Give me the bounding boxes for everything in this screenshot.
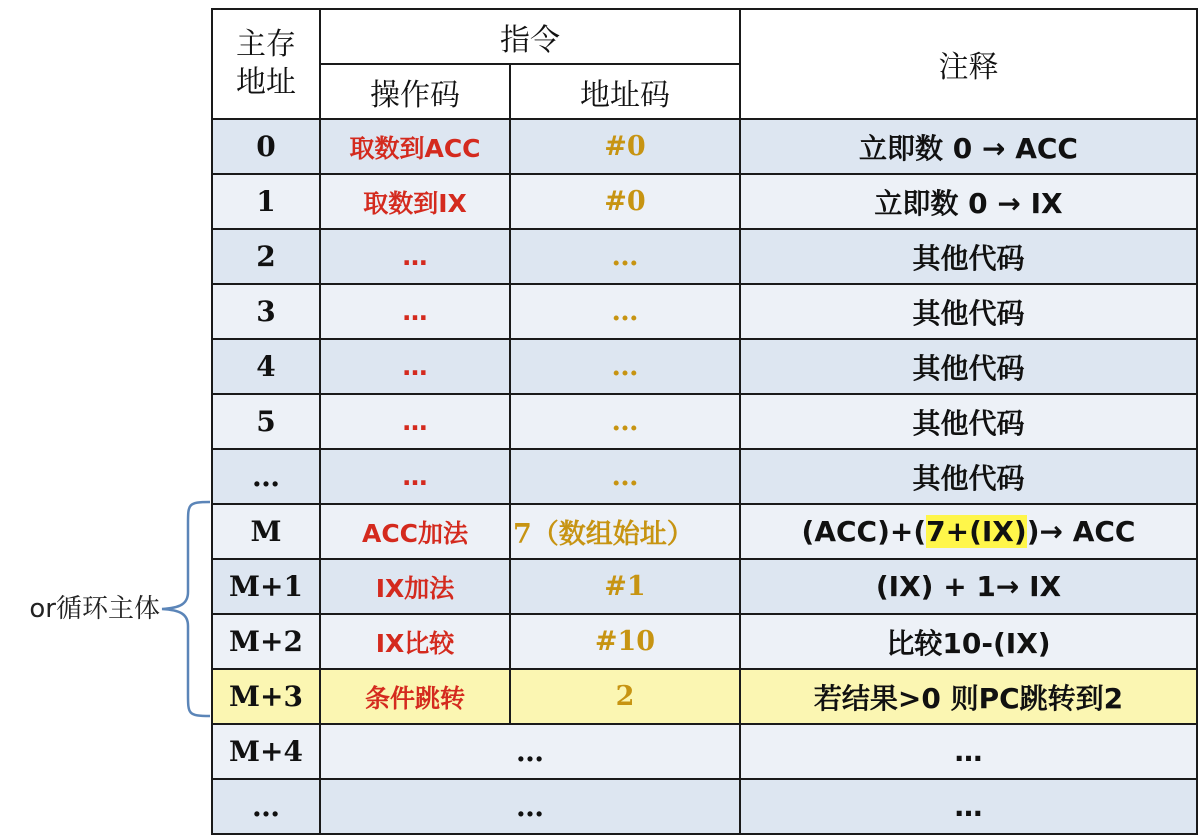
cell-address: 0 (212, 119, 320, 174)
cell-opcode: ACC加法 (320, 504, 510, 559)
table-row (212, 339, 1197, 394)
cell-comment: 其他代码 (740, 229, 1197, 284)
cell-address-code: #10 (510, 614, 740, 669)
cell-address-code: … (510, 229, 740, 284)
cell-address-code: #1 (510, 559, 740, 614)
comment-suffix: )→ ACC (1026, 515, 1136, 548)
table-row (212, 394, 1197, 449)
cell-address-code: … (510, 339, 740, 394)
cell-address: M+3 (212, 669, 320, 724)
cell-opcode: … (320, 339, 510, 394)
cell-address-code: 2 (510, 669, 740, 724)
cell-comment: 比较10-(IX) (740, 614, 1197, 669)
cell-address: 3 (212, 284, 320, 339)
table-row (212, 724, 1197, 779)
cell-address: 5 (212, 394, 320, 449)
header-opcode: 操作码 (320, 64, 510, 119)
cell-address: … (212, 779, 320, 834)
cell-address: … (212, 449, 320, 504)
table-row (212, 229, 1197, 284)
table-row (212, 504, 1197, 559)
cell-opcode: … (320, 284, 510, 339)
cell-comment: 其他代码 (740, 339, 1197, 394)
highlighted-text: 7+(IX) (926, 515, 1027, 548)
cell-opcode: … (320, 394, 510, 449)
cell-address: M+1 (212, 559, 320, 614)
cell-comment: 其他代码 (740, 394, 1197, 449)
cell-instruction: … (320, 779, 740, 834)
loop-body-label: or循环主体 (29, 594, 160, 624)
cell-address-code: … (510, 284, 740, 339)
cell-address: 1 (212, 174, 320, 229)
cell-address-code: … (510, 394, 740, 449)
cell-comment: … (740, 779, 1197, 834)
cell-address-code: #0 (510, 119, 740, 174)
cell-comment: 若结果>0 则PC跳转到2 (740, 669, 1197, 724)
cell-address: M+2 (212, 614, 320, 669)
header-instruction: 指令 (320, 9, 740, 64)
table-row (212, 174, 1197, 229)
table-row (212, 779, 1197, 834)
header-address: 主存 地址 (212, 9, 320, 119)
cell-comment: … (740, 724, 1197, 779)
cell-address: 2 (212, 229, 320, 284)
header-address-code: 地址码 (510, 64, 740, 119)
cell-opcode: 取数到ACC (320, 119, 510, 174)
cell-comment (740, 504, 1197, 559)
table-row (212, 449, 1197, 504)
table-row-highlighted (212, 669, 1197, 724)
table-row (212, 284, 1197, 339)
cell-opcode: … (320, 449, 510, 504)
cell-opcode: … (320, 229, 510, 284)
cell-opcode: 条件跳转 (320, 669, 510, 724)
cell-comment: (IX) + 1→ IX (740, 559, 1197, 614)
table-row (212, 614, 1197, 669)
cell-address-code: … (510, 449, 740, 504)
cell-opcode: 取数到IX (320, 174, 510, 229)
cell-opcode: IX比较 (320, 614, 510, 669)
cell-comment: 立即数 0 → ACC (740, 119, 1197, 174)
cell-comment: 其他代码 (740, 449, 1197, 504)
header-comment: 注释 (740, 9, 1197, 119)
cell-address: M (212, 504, 320, 559)
comment-prefix: (ACC)+( (801, 515, 927, 548)
cell-instruction: … (320, 724, 740, 779)
cell-address-code: #0 (510, 174, 740, 229)
cell-comment: 立即数 0 → IX (740, 174, 1197, 229)
table-row (212, 119, 1197, 174)
cell-opcode: IX加法 (320, 559, 510, 614)
cell-address: M+4 (212, 724, 320, 779)
cell-address-code: 7（数组始址） (510, 504, 740, 559)
table-row (212, 559, 1197, 614)
curly-brace (160, 500, 212, 718)
instruction-table (211, 8, 1198, 835)
cell-address: 4 (212, 339, 320, 394)
cell-comment: 其他代码 (740, 284, 1197, 339)
